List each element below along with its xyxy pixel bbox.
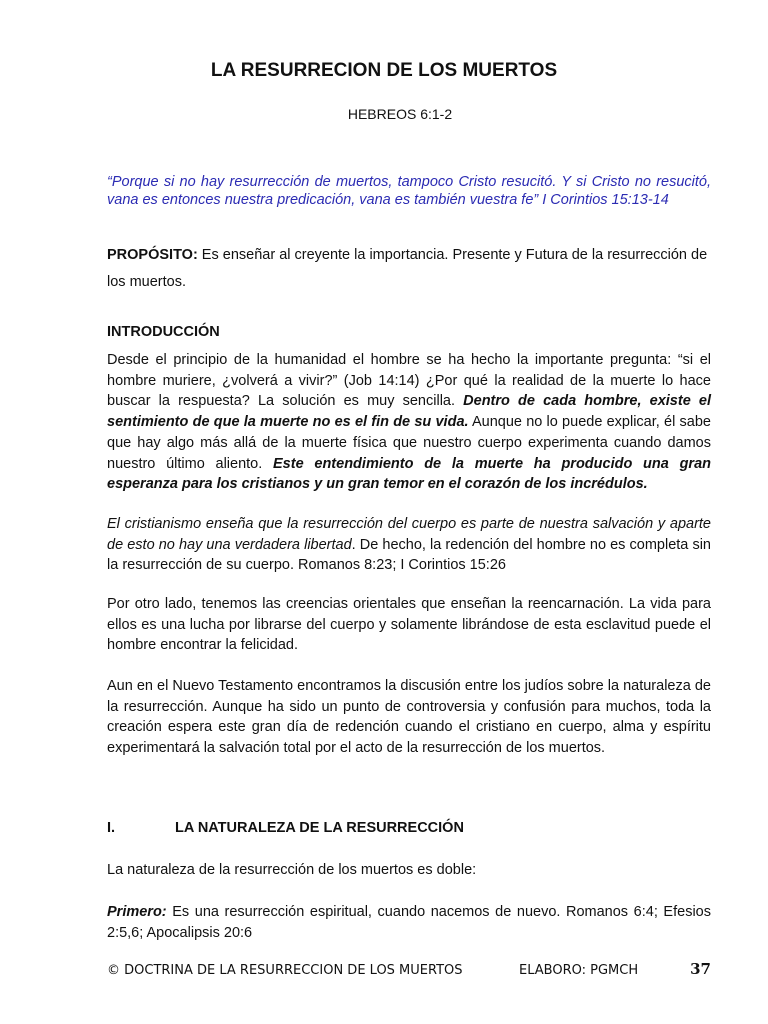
purpose-paragraph (107, 242, 711, 296)
page-number: 37 (690, 960, 711, 978)
purpose-label: PROPÓSITO: (107, 247, 198, 263)
section-1-p2-label: Primero: (107, 904, 167, 920)
intro-p1-emphasis-a: Dentro de cada hombre, existe el sentimiento de que la muerte no es el fin de su vida. (107, 393, 711, 431)
section-1-paragraph-2 (107, 902, 711, 943)
intro-p1-emphasis-b: Este entendimiento de la muerte ha producido una gran esperanza para los cristianos y un gran temor en el corazón de los incrédulos. (107, 455, 711, 493)
section-1-p2-text: Es una resurrección espiritual, cuando nacemos de nuevo. Romanos 6:4; Efesios 2:5,6; Apocalipsis 20:6 (107, 904, 711, 941)
page-footer (107, 960, 711, 978)
page-title: LA RESURRECION DE LOS MUERTOS (210, 60, 558, 81)
section-1-heading (107, 820, 464, 836)
footer-copyright: © DOCTRINA DE LA RESURRECCION DE LOS MUERTOS (107, 963, 463, 978)
intro-p2-italic: El cristianismo enseña que la resurrección del cuerpo es parte de nuestra salvación y aparte de esto no hay una verdadera libertad (107, 516, 711, 553)
section-1-paragraph-1: La naturaleza de la resurrección de los muertos es doble: (107, 862, 477, 878)
intro-p1-text-a: Desde el principio de la humanidad el hombre se ha hecho la importante pregunta: “si el hombre muriere, ¿volverá a vivir?” (Job 14:14) ¿Por qué la realidad de la muerte lo hace buscar la respuesta? La solución es muy sencilla. (107, 352, 711, 410)
introduction-paragraph-1 (107, 350, 711, 495)
introduction-paragraph-2 (107, 514, 711, 576)
purpose-text: Es enseñar al creyente la importancia. Presente y Futura de la resurrección de los muertos. (107, 247, 708, 290)
introduction-paragraph-3: Por otro lado, tenemos las creencias orientales que enseñan la reencarnación. La vida para ellos es una lucha por librarse del cuerpo y solamente librándose de esta esclavitud puede el hombre encontrar la felicidad. (107, 596, 711, 654)
intro-p2-text: . De hecho, la redención del hombre no es completa sin la resurrección de su cuerpo. Romanos 8:23; I Corintios 15:26 (107, 536, 711, 574)
intro-p1-text-b: Aunque no lo puede explicar, él sabe que hay algo más allá de la muerte física que nuestro cuerpo experimenta cuando damos nuestro último aliento. (107, 414, 711, 472)
section-1-title: LA NATURALEZA DE LA RESURRECCIÓN (175, 820, 464, 836)
footer-author: ELABORO: PGMCH (519, 963, 639, 978)
introduction-heading: INTRODUCCIÓN (107, 324, 220, 340)
section-1-number: I. (107, 820, 116, 836)
epigraph-quote: “Porque si no hay resurrección de muertos, tampoco Cristo resucitó. Y si Cristo no resucitó, vana es entonces nuestra predicación, vana es también vuestra fe” I Corintios 15:13-14 (107, 174, 711, 208)
introduction-paragraph-4: Aun en el Nuevo Testamento encontramos la discusión entre los judíos sobre la naturaleza de la resurrección. Aunque ha sido un punto de controversia y confusión para muchos, toda la creación espera este gran día de redención cuando el cristiano en cuerpo, alma y espíritu experimentará la salvación total por el acto de la resurrección de los muertos. (107, 678, 711, 757)
scripture-reference: HEBREOS 6:1-2 (347, 106, 453, 122)
